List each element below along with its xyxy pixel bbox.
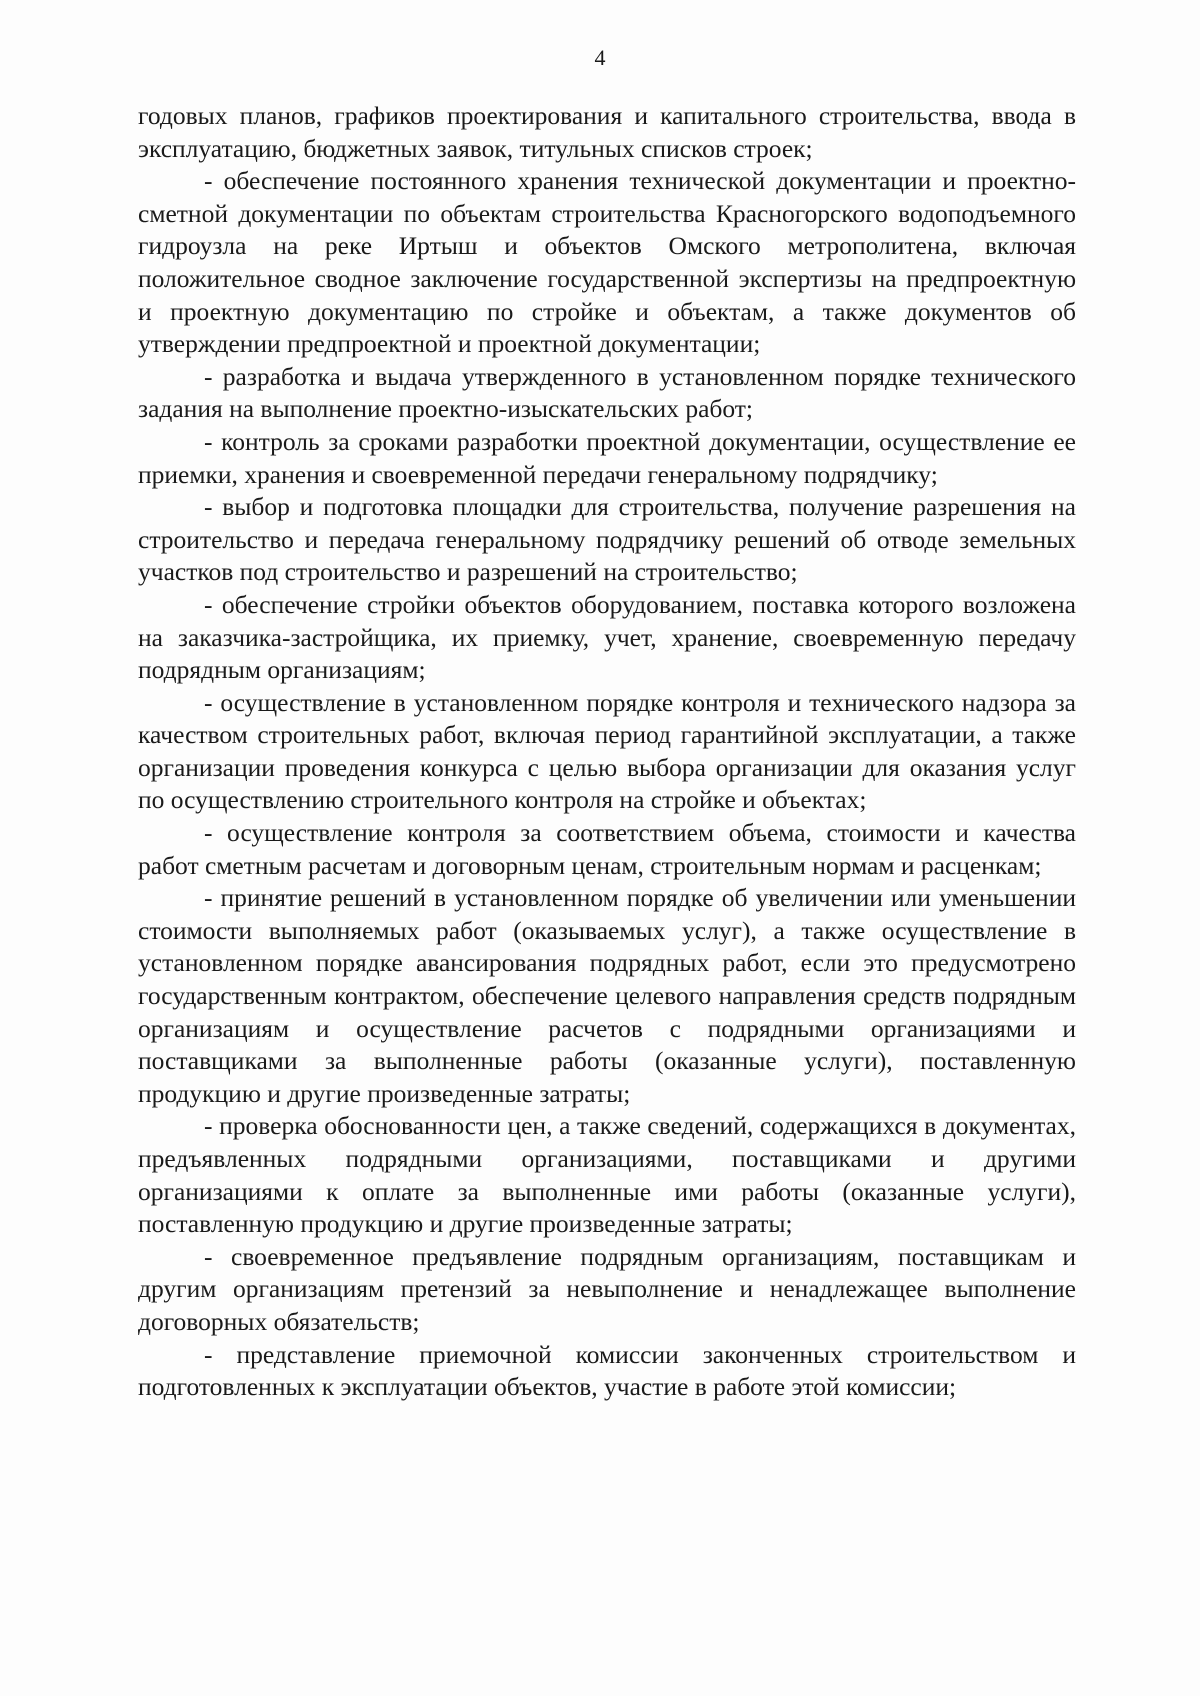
page-number: 4	[594, 45, 606, 70]
list-item-claims: - своевременное предъявление подрядным организациям, поставщикам и другим организациям претензий за невыполнение и ненадлежащее выполнение договорных обязательств;	[138, 1241, 1076, 1336]
list-item-technical-documentation: - обеспечение постоянного хранения технической документации и проектно-сметной документации по объектам строительства Красногорского водоподъемного гидроузла на реке Иртыш и объектов Омского метрополитена, включая положительное сводное заключение государственной экспертизы на предпроектную и проектную документацию по стройке и объектам, а также документов об утверждении предпроектной и проектной документации;	[138, 166, 1076, 359]
list-item-quality-supervision: - осуществление в установленном порядке контроля и технического надзора за качеством строительных работ, включая период гарантийной эксплуатации, а также организации проведения конкурса с целью выбора организации для оказания услуг по осуществлению строительного контроля на стройке и объектах;	[138, 687, 1076, 815]
list-item-acceptance-commission: - представление приемочной комиссии законченных строительством и подготовленных к эксплуатации объектов, участие в работе этой комиссии;	[138, 1339, 1076, 1402]
list-item-cost-control: - осуществление контроля за соответствием объема, стоимости и качества работ сметным расчетам и договорным ценам, строительным нормам и расценкам;	[138, 818, 1076, 880]
list-item-deadline-control: - контроль за сроками разработки проектной документации, осуществление ее приемки, хранения и своевременной передачи генеральному подрядчику;	[138, 426, 1076, 489]
list-item-cost-decisions: - принятие решений в установленном порядке об увеличении или уменьшении стоимости выполняемых работ (оказываемых услуг), а также осуществление в установленном порядке авансирования подрядных работ, если это предусмотрено государственным контрактом, обеспечение целевого направления средств подрядным организациям и осуществление расчетов с подрядными организациями и поставщиками за выполненные работы (оказанные услуги), поставленную продукцию и другие произведенные затраты;	[138, 883, 1076, 1108]
document-body	[138, 100, 1076, 1404]
list-item-site-selection: - выбор и подготовка площадки для строительства, получение разрешения на строительство и передача генеральному подрядчику решений об отводе земельных участков под строительство и разрешений на строительство;	[138, 492, 1076, 587]
paragraph-continuation: годовых планов, графиков проектирования и капитального строительства, ввода в эксплуатацию, бюджетных заявок, титульных списков строек;	[138, 101, 1076, 163]
list-item-equipment-supply: - обеспечение стройки объектов оборудованием, поставка которого возложена на заказчика-застройщика, их приемку, учет, хранение, своевременную передачу подрядным организациям;	[138, 589, 1076, 685]
list-item-price-verification: - проверка обоснованности цен, а также сведений, содержащихся в документах, предъявленных подрядными организациями, поставщиками и другими организациями к оплате за выполненные ими работы (оказанные услуги), поставленную продукцию и другие произведенные затраты;	[138, 1111, 1076, 1239]
list-item-technical-assignment: - разработка и выдача утвержденного в установленном порядке технического задания на выполнение проектно-изыскательских работ;	[138, 361, 1076, 424]
